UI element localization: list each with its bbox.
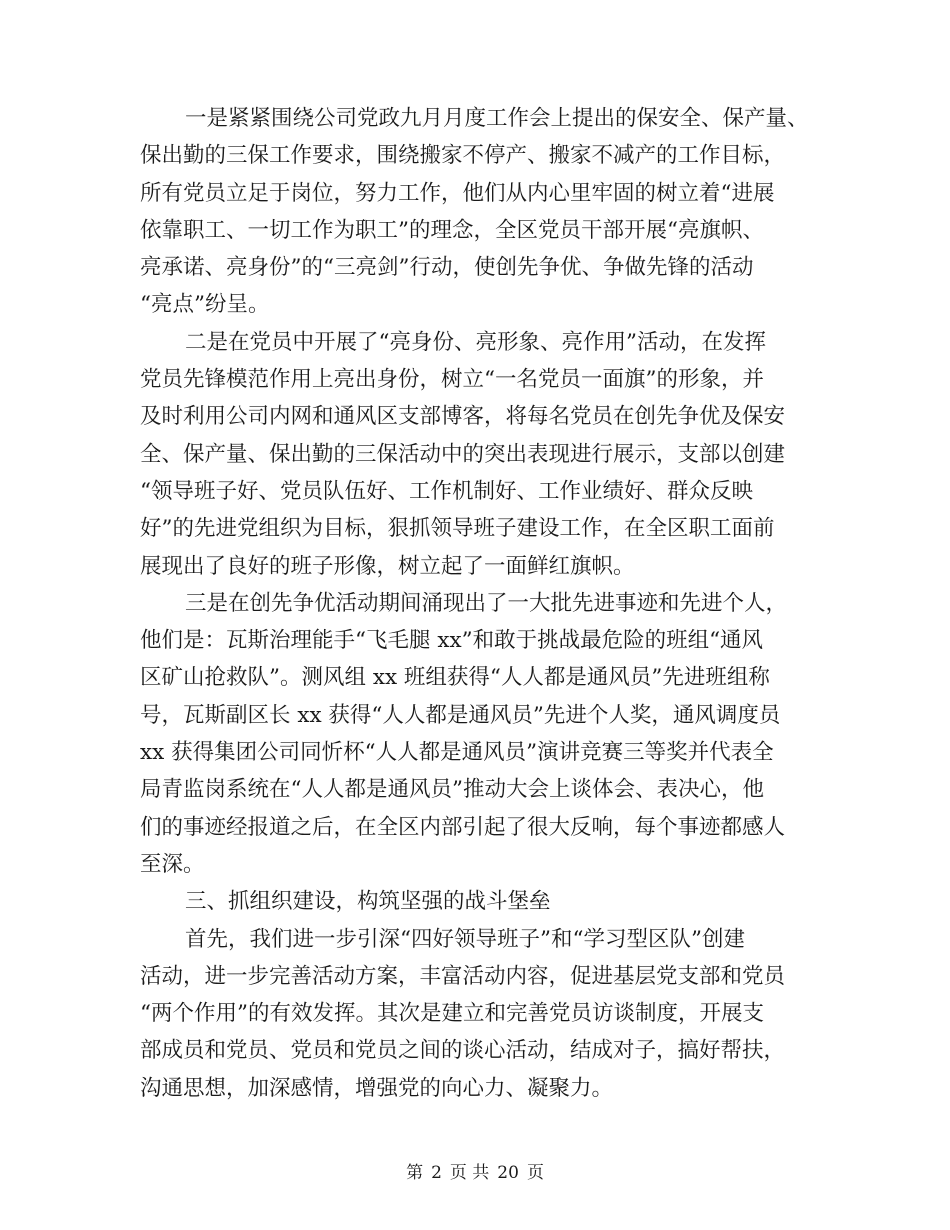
paragraph-line: 至深。	[140, 851, 205, 877]
document-body	[140, 100, 812, 1107]
paragraph-line: 展现出了良好的班子形像，树立起了一面鲜红旗帜。	[140, 553, 635, 579]
paragraph-line: 所有党员立足于岗位，努力工作，他们从内心里牢固的树立着“进展	[140, 180, 775, 206]
page-prefix: 第	[406, 1163, 424, 1183]
page-middle: 页 共	[449, 1163, 490, 1183]
paragraph-line: 一是紧紧围绕公司党政九月月度工作会上提出的保安全、保产量、	[185, 106, 809, 131]
paragraph-line: 首先，我们进一步引深“四好领导班子”和“学习型区队”创建	[185, 926, 745, 952]
page-number: 2	[431, 1163, 442, 1183]
paragraph-line: 们的事迹经报道之后，在全区内部引起了很大反响，每个事迹都感人	[140, 814, 786, 840]
paragraph-line: 二是在党员中开展了“亮身份、亮形象、亮作用”活动，在发挥	[185, 329, 766, 355]
total-pages: 20	[497, 1163, 519, 1183]
paragraph-line: 区矿山抢救队”。测风组 xx 班组获得“人人都是通风员”先进班组称	[140, 665, 770, 691]
paragraph-line: 局青监岗系统在“人人都是通风员”推动大会上谈体会、表决心，他	[140, 777, 764, 803]
paragraph-line: 党员先锋模范作用上亮出身份，树立“一名党员一面旗”的形象，并	[140, 367, 764, 393]
paragraph-line: 沟通思想，加深感情，增强党的向心力、凝聚力。	[140, 1075, 614, 1101]
paragraph-line: 三是在创先争优活动期间涌现出了一大批先进事迹和先进个人，	[185, 590, 788, 616]
paragraph-line: 部成员和党员、党员和党员之间的谈心活动，结成对子，搞好帮扶，	[140, 1038, 786, 1064]
paragraph-line: “亮点”纷呈。	[140, 292, 270, 318]
page-suffix: 页	[526, 1163, 544, 1183]
paragraph-line: 依靠职工、一切工作为职工”的理念，全区党员干部开展“亮旗帜、	[140, 217, 764, 243]
paragraph-line: 活动，进一步完善活动方案，丰富活动内容，促进基层党支部和党员	[140, 963, 786, 989]
paragraph-line: 好”的先进党组织为目标，狠抓领导班子建设工作，在全区职工面前	[140, 516, 775, 542]
paragraph-line: 亮承诺、亮身份”的“三亮剑”行动，使创先争优、争做先锋的活动	[140, 255, 754, 281]
paragraph-line: 保出勤的三保工作要求，围绕搬家不停产、搬家不减产的工作目标，	[140, 143, 786, 169]
paragraph-line: xx 获得集团公司同忻杯“人人都是通风员”演讲竞赛三等奖并代表全	[140, 740, 774, 766]
paragraph-line: “两个作用”的有效发挥。其次是建立和完善党员访谈制度，开展支	[140, 1001, 764, 1027]
paragraph-line: 他们是：瓦斯治理能手“飞毛腿 xx”和敢于挑战最危险的班组“通风	[140, 628, 764, 654]
paragraph-line: 全、保产量、保出勤的三保活动中的突出表现进行展示，支部以创建	[140, 441, 786, 467]
section-heading: 三、抓组织建设，构筑坚强的战斗堡垒	[185, 889, 551, 915]
page-footer	[0, 1158, 950, 1183]
paragraph-line: “领导班子好、党员队伍好、工作机制好、工作业绩好、群众反映	[140, 478, 753, 504]
paragraph-line: 号，瓦斯副区长 xx 获得“人人都是通风员”先进个人奖，通风调度员	[140, 702, 781, 728]
paragraph-line: 及时利用公司内网和通风区支部博客，将每名党员在创先争优及保安	[140, 404, 786, 430]
